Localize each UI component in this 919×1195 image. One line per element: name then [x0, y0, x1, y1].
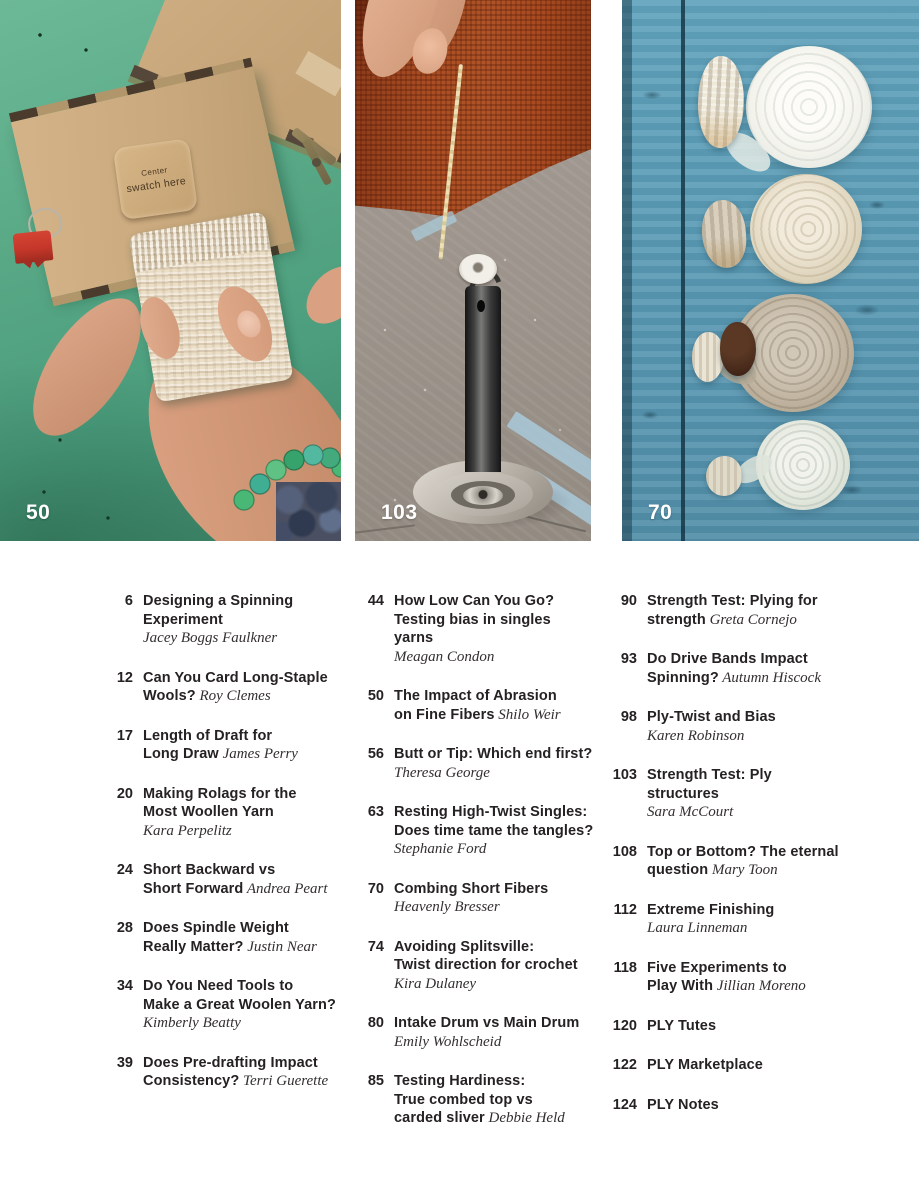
toc-page-number: 28 — [116, 920, 133, 936]
toc-article-title: Extreme Finishing — [647, 901, 775, 918]
photo-page-number: 70 — [648, 501, 673, 524]
toc-entry — [601, 592, 847, 629]
toc-entry — [348, 1072, 594, 1128]
toc-entry-text — [394, 803, 593, 859]
toc-entry — [97, 861, 343, 898]
toc-article-title: Five Experiments to — [647, 959, 787, 976]
toc-entry-text — [143, 1054, 328, 1091]
red-binder-clip — [13, 230, 54, 264]
toc-article-title: Spinning? — [647, 669, 719, 686]
toc-page-number: 24 — [116, 862, 133, 878]
toc-article-title: The Impact of Abrasion — [394, 688, 557, 704]
toc-page-number: 17 — [116, 727, 133, 744]
toc-article-title: PLY Notes — [647, 1096, 719, 1113]
toc-author: Kara Perpelitz — [143, 822, 232, 839]
toc-entry-text — [143, 669, 328, 706]
toc-article-title: How Low Can You Go? — [394, 593, 555, 609]
card-text-line1: Center — [140, 165, 169, 179]
toc-article-title: strength — [647, 611, 706, 628]
card-text-line2: swatch here — [125, 174, 187, 196]
pale-gray-rolag — [756, 420, 850, 510]
toc-page-number: 93 — [620, 651, 637, 667]
toc-entry — [97, 1054, 343, 1091]
small-wool-tuft — [706, 456, 742, 496]
toc-entry — [97, 785, 343, 841]
toc-page-number: 98 — [620, 709, 637, 725]
toc-article-title: Designing a Spinning — [143, 593, 294, 609]
toc-author: Greta Cornejo — [705, 611, 797, 628]
toc-article-title: question — [647, 862, 709, 878]
toc-entry-text — [143, 727, 298, 764]
toc-entry — [348, 745, 594, 782]
toc-author: Jacey Boggs Faulkner — [143, 630, 278, 646]
toc-column-2 — [348, 592, 594, 1149]
toc-entry-text — [394, 880, 548, 917]
toc-author: Laura Linneman — [647, 920, 748, 936]
toc-article-title: Resting High-Twist Singles: — [394, 804, 588, 820]
toc-author: Terri Guerette — [239, 1073, 329, 1089]
toc-entry — [348, 938, 594, 994]
toc-entry-text — [394, 1014, 579, 1051]
toc-entry-text — [647, 843, 839, 880]
toc-article-title: Do Drive Bands Impact — [647, 651, 808, 667]
toc-entry — [348, 1014, 594, 1051]
left-hand — [12, 281, 162, 453]
toc-article-title: Strength Test: Plying for — [647, 593, 818, 609]
toc-entry-text — [143, 785, 297, 841]
toc-page-number: 90 — [620, 593, 637, 609]
toc-entry-text — [647, 708, 776, 745]
toc-entry — [601, 708, 847, 745]
toc-entry-text — [394, 938, 578, 994]
toc-article-title: Combing Short Fibers — [394, 880, 549, 897]
toc-entry-text — [647, 959, 806, 996]
toc-article-title: Does Spindle Weight — [143, 920, 289, 936]
green-bead-bracelet — [232, 438, 341, 516]
toc-article-title: Twist direction for crochet — [394, 957, 578, 973]
toc-entry-text — [647, 766, 847, 822]
toc-entry-text — [143, 861, 328, 898]
toc-entry — [348, 592, 594, 666]
toc-article-title: Butt or Tip: Which end first? — [394, 746, 593, 762]
toc-article-title: Does Pre-drafting Impact — [143, 1054, 318, 1071]
toc-author: Roy Clemes — [195, 688, 271, 704]
toc-entry-text — [647, 592, 818, 629]
toc-entry-text — [394, 592, 594, 666]
toc-author: Mary Toon — [708, 862, 778, 878]
toc-entry-text — [143, 919, 317, 956]
toc-article-title: Short Backward vs — [143, 862, 276, 878]
toc-article-title: Testing bias in singles yarns — [394, 611, 551, 646]
toc-entry — [601, 901, 847, 938]
clothespin-spring — [312, 158, 321, 167]
toc-article-title: Ply-Twist and Bias — [647, 709, 776, 725]
toc-column-3 — [601, 592, 847, 1135]
toc-author: Autumn Hiscock — [718, 669, 821, 686]
toc-article-title: Can You Card Long-Staple — [143, 669, 328, 686]
toc-entry — [601, 1096, 847, 1115]
toc-author: James Perry — [218, 746, 298, 762]
tape-piece — [295, 51, 341, 97]
toc-author: Debbie Held — [484, 1110, 565, 1126]
toc-entry-text — [647, 901, 774, 938]
toc-page-number: 122 — [612, 1057, 637, 1073]
toc-author: Theresa George — [394, 764, 490, 781]
toc-author: Kira Dulaney — [394, 975, 477, 992]
brown-wool-tuft — [720, 322, 756, 376]
toc-article-title: Making Rolags for the — [143, 785, 297, 802]
toc-entry-text — [394, 1072, 565, 1128]
toc-author: Shilo Weir — [494, 706, 561, 723]
toc-entry — [601, 650, 847, 687]
toc-page-number: 12 — [116, 669, 133, 686]
toc-entry — [97, 977, 343, 1033]
toc-article-title: on Fine Fibers — [394, 706, 495, 723]
toc-author: Emily Wohlscheid — [394, 1033, 502, 1050]
toc-entry — [601, 1056, 847, 1075]
toc-page-number: 108 — [612, 843, 637, 860]
toc-page-number: 70 — [367, 880, 384, 897]
toc-article-title: Really Matter? — [143, 938, 244, 955]
white-wool-tuft — [692, 332, 724, 382]
toc-article-title: Wools? — [143, 688, 196, 704]
photo-swatch-gauge — [0, 0, 341, 541]
toc-entry-text — [143, 977, 336, 1033]
cream-rolag — [750, 174, 862, 284]
toc-author: Jillian Moreno — [713, 978, 806, 994]
cream-wool-lock — [700, 199, 749, 270]
concrete-crack — [355, 524, 415, 533]
toc-entry-text — [647, 1096, 719, 1115]
spindle-shaft — [465, 286, 501, 472]
toc-author: Karen Robinson — [647, 727, 745, 744]
toc-author: Justin Near — [243, 938, 317, 955]
toc-article-title: Most Woollen Yarn — [143, 804, 274, 820]
toc-author: Meagan Condon — [394, 648, 495, 665]
toc-page-number: 74 — [367, 938, 384, 955]
toc-entry-text — [143, 592, 293, 648]
toc-page-number: 20 — [116, 785, 133, 802]
toc-entry — [348, 687, 594, 724]
toc-page-number: 34 — [116, 978, 133, 994]
toc-author: Heavenly Bresser — [394, 899, 500, 915]
toc-entry-text — [394, 687, 561, 724]
toc-article-title: Short Forward — [143, 880, 244, 897]
toc-entry — [601, 766, 847, 822]
toc-article-title: carded sliver — [394, 1110, 485, 1126]
toc-author: Andrea Peart — [243, 880, 328, 897]
photo-spindle-yarn — [355, 0, 591, 541]
toc-author: Stephanie Ford — [394, 841, 487, 857]
toc-page-number: 118 — [613, 959, 637, 976]
center-swatch-card — [113, 138, 198, 220]
toc-article-title: Do You Need Tools to — [143, 978, 294, 994]
toc-page-number: 50 — [367, 688, 384, 704]
toc-article-title: Strength Test: Ply structures — [647, 767, 772, 802]
toc-article-title: Make a Great Woolen Yarn? — [143, 996, 336, 1013]
toc-entry — [97, 592, 343, 648]
toc-entry-text — [394, 745, 592, 782]
toc-page-number: 56 — [367, 746, 384, 762]
toc-article-title: Avoiding Splitsville: — [394, 938, 535, 955]
toc-article-title: True combed top vs — [394, 1091, 533, 1108]
toc-article-title: Intake Drum vs Main Drum — [394, 1015, 580, 1031]
toc-page-number: 44 — [367, 593, 384, 609]
toc-article-title: Does time tame the tangles? — [394, 822, 594, 839]
photo-wool-rolags — [622, 0, 919, 541]
right-hand-finger — [296, 256, 341, 334]
photo-page-number: 50 — [26, 501, 51, 524]
toc-page-number: 112 — [613, 901, 637, 918]
white-rolag — [746, 46, 872, 168]
toc-article-title: Testing Hardiness: — [394, 1073, 526, 1089]
toc-page-number: 103 — [612, 767, 637, 783]
toc-article-title: PLY Tutes — [647, 1017, 717, 1034]
toc-article-title: Consistency? — [143, 1073, 240, 1089]
toc-page-number: 63 — [367, 804, 384, 820]
toc-page-number: 124 — [612, 1096, 637, 1113]
toc-article-title: Experiment — [143, 611, 223, 628]
toc-entry-text — [647, 1017, 716, 1036]
toc-page-number: 6 — [124, 593, 133, 609]
toc-entry — [348, 880, 594, 917]
toc-article-title: PLY Marketplace — [647, 1057, 763, 1073]
toc-entry-text — [647, 1056, 763, 1075]
toc-entry — [601, 1017, 847, 1036]
toc-page-number: 120 — [612, 1017, 637, 1034]
spindle-hub — [463, 486, 503, 505]
toc-page-number: 85 — [367, 1073, 384, 1089]
toc-page-number: 80 — [367, 1015, 384, 1031]
blue-paint-mark — [411, 211, 458, 242]
toc-entry — [601, 843, 847, 880]
toc-entry — [97, 919, 343, 956]
toc-page-number: 39 — [116, 1054, 133, 1071]
toc-article-title: Top or Bottom? The eternal — [647, 843, 839, 860]
toc-article-title: Long Draw — [143, 746, 219, 762]
toc-entry-text — [647, 650, 821, 687]
toc-entry — [348, 803, 594, 859]
toc-entry — [97, 669, 343, 706]
photo-page-number: 103 — [381, 501, 418, 524]
white-washer — [459, 254, 497, 284]
toc-article-title: Length of Draft for — [143, 727, 273, 744]
toc-entry — [601, 959, 847, 996]
toc-article-title: Play With — [647, 978, 714, 994]
toc-column-1 — [97, 592, 343, 1112]
toc-author: Kimberly Beatty — [143, 1015, 241, 1031]
toc-entry — [97, 727, 343, 764]
toc-author: Sara McCourt — [647, 804, 734, 820]
